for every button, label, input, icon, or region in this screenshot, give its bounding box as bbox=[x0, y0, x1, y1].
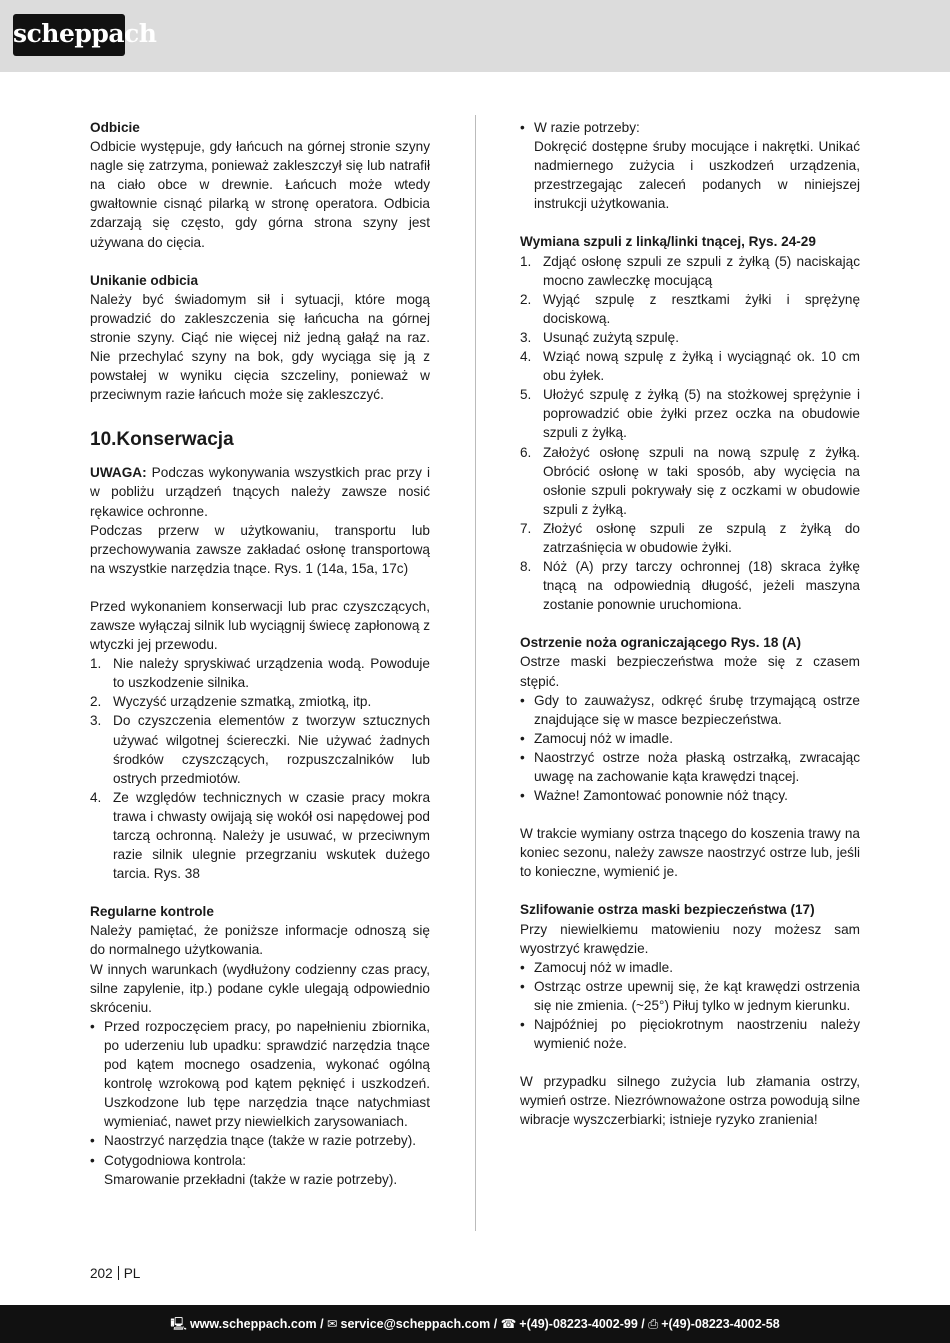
paragraph-transport-cover: Podczas przerw w użytkowaniu, transportu lub przechowywania zawsze zakładać osłonę transportową na wszystkie narzędzia tnące. Rys. 1 (14a, 15a, 17c) bbox=[90, 522, 430, 576]
page-number bbox=[90, 1266, 140, 1281]
chapter-heading bbox=[90, 427, 430, 453]
list-item: • W razie potrzeby: Dokręcić dostępne śruby mocujące i nakrętki. Unikać nadmiernego zużycia i uszkodzeń urządzenia, przestrzegając zaleceń podanych w niniejszej instrukcji użytkowania. bbox=[520, 120, 860, 212]
continued-text: Dokręcić dostępne śruby mocujące i nakrętki. Unikać nadmiernego zużycia i uszkodzeń urządzenia, przestrzegając zaleceń podanych w niniejszej instrukcji użytkowania. bbox=[534, 139, 860, 212]
paragraph-blade-sharpening: Ostrze maski bezpieczeństwa może się z czasem stępić. bbox=[520, 654, 860, 689]
page-language: PL bbox=[123, 1266, 141, 1281]
list-item: • Ostrząc ostrze upewnij się, że kąt krawędzi ostrzenia się nie zmienia. (~25°) Piłuj tylko w jednym kierunku. bbox=[520, 978, 860, 1013]
footer-fax: +(49)-08223-4002-58 bbox=[661, 1317, 780, 1331]
list-item: 6. Założyć osłonę szpuli na nową szpulę z żyłką. Obrócić osłonę w taki sposób, aby wycięcia na osłonie szpuli pokrywały się z oczkami w obudowie szpuli z żyłką. bbox=[520, 444, 860, 517]
paragraph-avoid-kickback: Należy być świadomym sił i sytuacji, które mogą prowadzić do zakleszczenia się łańcucha na górnej stronie szyny. Ciąć nie więcej niż jedną gałąź na raz. Nie przechylać szyny na bok, gdy wyciąga się ją z powstałej w wyniku cięcia szczeliny, ponieważ w przeciwnym razie łańcuch może się zakleszczyć. bbox=[90, 291, 430, 403]
fax-icon: ⎙ bbox=[648, 1317, 659, 1331]
section-title-kickback: Odbicie bbox=[90, 120, 140, 135]
section-title-avoid-kickback: Unikanie odbicia bbox=[90, 272, 199, 288]
right-column bbox=[520, 118, 860, 1130]
left-column bbox=[90, 118, 430, 1189]
list-item: • Cotygodniowa kontrola: Smarowanie przekładni (także w razie potrzeby). bbox=[90, 1152, 398, 1187]
mail-icon: ✉ bbox=[327, 1317, 338, 1331]
list-item: • Naostrzyć narzędzia tnące (także w razie potrzeby). bbox=[90, 1133, 417, 1149]
paragraph-season-end: W trakcie wymiany ostrza tnącego do koszenia trawy na koniec sezonu, należy zawsze naostrzyć ostrze lub, jeśli to konieczne, wymienić je. bbox=[520, 826, 860, 880]
section-title-grinding: Szlifowanie ostrza maski bezpieczeństwa (17) bbox=[520, 902, 815, 918]
continued-list bbox=[520, 118, 860, 213]
list-item: 8. Nóż (A) przy tarczy ochronnej (18) skraca żyłkę tnącą na odpowiednią długość, jeżeli maszyna zostanie ponownie uruchomiona. bbox=[520, 559, 860, 613]
list-item: 3. Usunąć zużytą szpulę. bbox=[520, 329, 680, 345]
chapter-title: Konserwacja bbox=[116, 429, 234, 451]
brand-logo: scheppach bbox=[13, 14, 125, 56]
weekly-check-text: Smarowanie przekładni (także w razie potrzeby). bbox=[104, 1171, 398, 1187]
sharpening-list bbox=[520, 691, 860, 806]
list-item: 4. Wziąć nową szpulę z żyłką i wyciągnąć ok. 10 cm obu żyłek. bbox=[520, 349, 860, 384]
page-number-value: 202 bbox=[90, 1266, 113, 1281]
list-item: • Naostrzyć ostrze noża płaską ostrzałką, zwracając uwagę na zachowanie kąta krawędzi tnącej. bbox=[520, 749, 860, 784]
paragraph-kickback: Odbicie występuje, gdy łańcuch na górnej stronie szyny nagle się zatrzyma, ponieważ zakleszczył się lub natrafił na ciało obce w drewnie. Łańcuch może wtedy gwałtownie cisnąć pilarką w stronę operatora. Odbicia zdarzają się często, gdy górna strona szyny jest używana do cięcia. bbox=[90, 139, 430, 250]
list-item: • Zamocuj nóż w imadle. bbox=[520, 959, 674, 975]
list-item: 2. Wyczyść urządzenie szmatką, zmiotką, itp. bbox=[90, 694, 372, 710]
paragraph-regular-checks-1: Należy pamiętać, że poniższe informacje odnoszą się do normalnego użytkowania. bbox=[90, 923, 430, 958]
column-divider bbox=[475, 115, 476, 1231]
paragraph-maintenance-intro: Przed wykonaniem konserwacji lub prac czyszczących, zawsze wyłączaj silnik lub wyciągnij świecę zapłonową z wtyczki jej przewodu. bbox=[90, 598, 430, 653]
list-item: 1. Nie należy spryskiwać urządzenia wodą. Powoduje to uszkodzenie silnika. bbox=[90, 656, 430, 691]
footer-phone: +(49)-08223-4002-99 bbox=[519, 1317, 638, 1331]
page-footer: 🖳 www.scheppach.com / ✉ service@scheppach.com / ☎ +(49)-08223-4002-99 / ⎙ +(49)-08223-4002-58 bbox=[0, 1305, 950, 1343]
warning-paragraph bbox=[90, 463, 430, 520]
list-item: • Zamocuj nóż w imadle. bbox=[520, 730, 674, 746]
paragraph-grinding: Przy niewielkiemu matowieniu nozy możesz sam wyostrzyć krawędzie. bbox=[520, 921, 860, 956]
section-title-spool-replacement: Wymiana szpuli z linką/linki tnącej, Rys. 24-29 bbox=[520, 234, 816, 250]
paragraph-heavy-wear: W przypadku silnego zużycia lub złamania ostrzy, wymień ostrze. Niezrównoważone ostrza powodują silne wibracje wyszczerbiarki; istnieje ryzyko zranienia! bbox=[520, 1074, 861, 1128]
list-item: 5. Ułożyć szpulę z żyłką (5) na stożkowej sprężynie i poprowadzić obie żyłki przez oczka na obudowie szpuli z żyłką. bbox=[520, 387, 860, 441]
warning-text: Podczas wykonywania wszystkich prac przy i w pobliżu urządzeń tnących należy zawsze nosić rękawice ochronne. bbox=[90, 465, 430, 519]
list-item: 1. Zdjąć osłonę szpuli ze szpuli z żyłką (5) naciskając mocno zawleczkę mocującą bbox=[520, 253, 860, 288]
list-item: • Gdy to zauważysz, odkręć śrubę trzymającą ostrze znajdujące się w masce bezpieczeństwa. bbox=[520, 692, 860, 727]
footer-website[interactable]: www.scheppach.com bbox=[189, 1317, 317, 1331]
phone-icon: ☎ bbox=[500, 1317, 517, 1331]
paragraph-regular-checks-2: W innych warunkach (wydłużony codzienny czas pracy, silne zapylenie, itp.) podane cykle ulegają odpowiednio skróceniu. bbox=[90, 961, 430, 1015]
chapter-number: 10. bbox=[90, 429, 117, 451]
list-item: 4. Ze względów technicznych w czasie pracy mokra trawa i chwasty owijają się wokół osi napędowej pod tarczą ochronną. Należy je usuwać, w przeciwnym razie silnik ulegnie przegrzaniu wskutek dużego tarcia. Rys. 38 bbox=[90, 789, 430, 882]
page-number-separator bbox=[118, 1266, 119, 1280]
list-item: • Najpóźniej po pięciokrotnym naostrzeniu należy wymienić noże. bbox=[520, 1017, 860, 1052]
regular-checks-list bbox=[90, 1017, 430, 1189]
list-item: 2. Wyjąć szpulę z resztkami żyłki i sprężynę dociskową. bbox=[520, 291, 860, 326]
list-item: 7. Złożyć osłonę szpuli ze szpulą z żyłką do zatrzaśnięcia w obudowie żyłki. bbox=[520, 520, 860, 555]
warning-label: UWAGA: bbox=[90, 465, 147, 481]
maintenance-steps-list bbox=[90, 654, 430, 883]
list-item: 3. Do czyszczenia elementów z tworzyw sztucznych używać wilgotnej ściereczki. Nie używać żadnych środków czyszczących, rozpuszczalników lub ostrych przedmiotów. bbox=[90, 713, 430, 786]
section-title-blade-sharpening: Ostrzenie noża ograniczającego Rys. 18 (A) bbox=[520, 635, 802, 651]
list-item: • Przed rozpoczęciem pracy, po napełnieniu zbiornika, po uderzeniu lub upadku: sprawdzić narzędzia tnące pod kątem mocnego osadzenia, wykonać ogólną kontrolę wzrokową pod kątem pęknięć i uszkodzeń. Uszkodzone lub tępe narzędzia tnące natychmiast wymieniać, nawet przy niewielkich zarysowaniach. bbox=[90, 1018, 430, 1130]
grinding-list bbox=[520, 958, 860, 1053]
page-header bbox=[0, 0, 950, 72]
footer-email[interactable]: service@scheppach.com bbox=[340, 1317, 491, 1331]
computer-icon: 🖳 bbox=[170, 1317, 187, 1331]
spool-steps-list bbox=[520, 252, 860, 615]
list-item: • Ważne! Zamontować ponownie nóż tnący. bbox=[520, 788, 788, 804]
section-title-regular-checks: Regularne kontrole bbox=[90, 904, 214, 920]
